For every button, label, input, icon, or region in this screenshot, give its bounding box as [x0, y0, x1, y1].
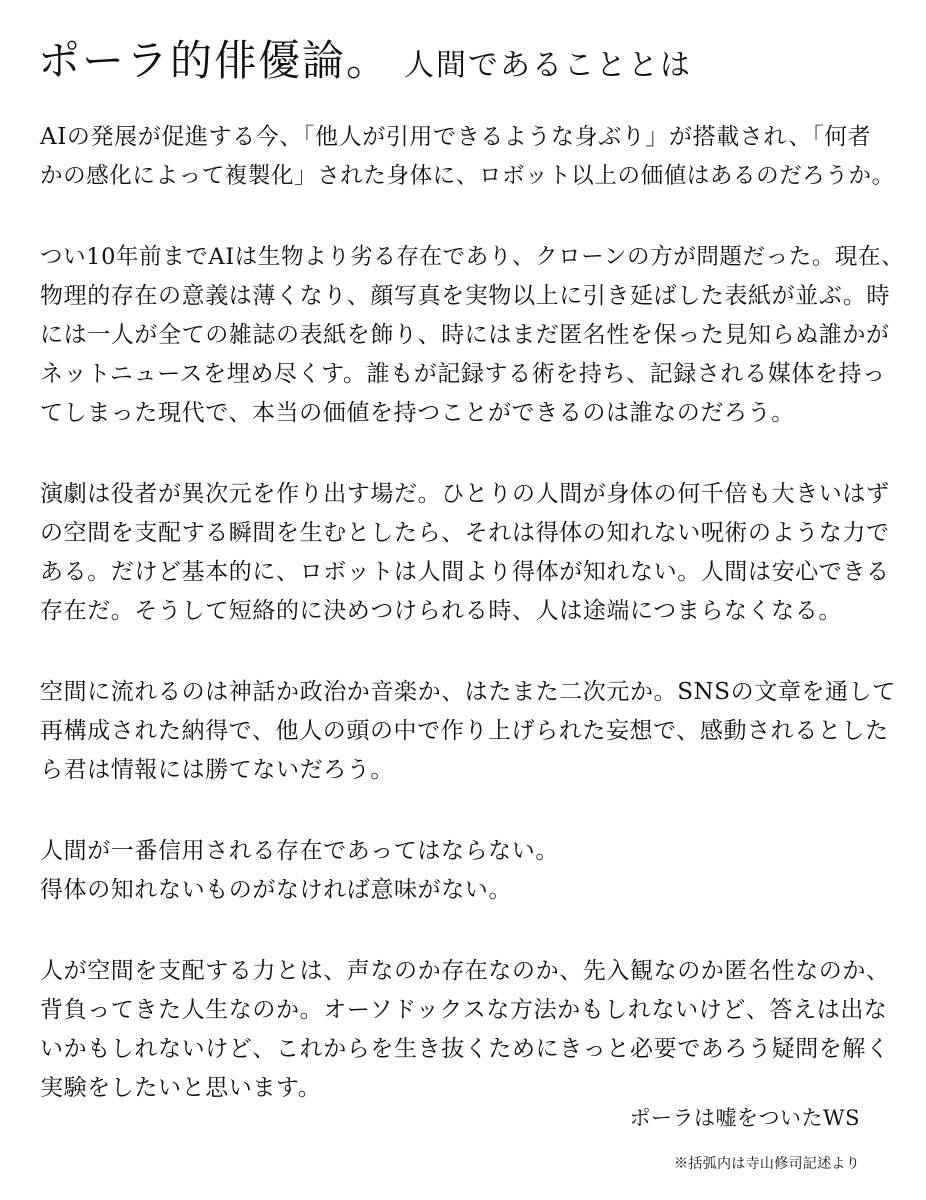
paragraph-line: ある。だけど基本的に、ロボットは人間より得体が知れない。人間は安心できる	[40, 559, 890, 585]
paragraph-line: 再構成された納得で、他人の頭の中で作り上げられた妄想で、感動されるとした	[40, 718, 889, 744]
paragraph	[40, 673, 910, 790]
paragraph-line: 背負ってきた人生なのか。オーソドックスな方法かもしれないけど、答えは出な	[40, 997, 888, 1023]
paragraph-line: てしまった現代で、本当の価値を持つことができるのは誰なのだろう。	[40, 400, 795, 426]
paragraph-line: 人間が一番信用される存在であってはならない。	[40, 838, 559, 864]
signature: ポーラは嘘をついたWS	[629, 1106, 860, 1130]
paragraph-line: 存在だ。そうして短絡的に決めつけられる時、人は途端につまらなくなる。	[40, 598, 842, 624]
paragraph-line: 人が空間を支配する力とは、声なのか存在なのか、先入観なのか匿名性なのか、	[40, 958, 890, 984]
paragraph-line: の空間を支配する瞬間を生むとしたら、それは得体の知れない呪術のような力で	[40, 520, 890, 546]
paragraph-line: 実験をしたいと思います。	[40, 1075, 322, 1101]
paragraph-line: 演劇は役者が異次元を作り出す場だ。ひとりの人間が身体の何千倍も大きいはず	[40, 481, 890, 507]
paragraph	[40, 118, 910, 196]
paragraph-line: には一人が全ての雑誌の表紙を飾り、時にはまだ匿名性を保った見知らぬ誰かが	[40, 322, 890, 348]
paragraph-line: ら君は情報には勝てないだろう。	[40, 757, 394, 783]
paragraph-line: AIの発展が促進する今、「他人が引用できるような身ぶり」が搭載され、「何者	[40, 124, 872, 150]
paragraph-line: つい10年前までAIは生物より劣る存在であり、クローンの方が問題だった。現在、	[40, 244, 905, 270]
paragraph-line: ネットニュースを埋め尽くす。誰もが記録する術を持ち、記録される媒体を持っ	[40, 361, 886, 387]
page-title	[38, 36, 693, 85]
essay-body	[40, 118, 910, 1150]
paragraph	[40, 238, 910, 433]
footnote: ※括弧内は寺山修司記述より	[674, 1156, 860, 1172]
paragraph	[40, 952, 910, 1108]
paragraph-line: 得体の知れないものがなければ意味がない。	[40, 877, 512, 903]
title-subtitle: 人間であることとは	[404, 48, 693, 83]
paragraph-line: 物理的存在の意義は薄くなり、顔写真を実物以上に引き延ばした表紙が並ぶ。時	[40, 283, 891, 309]
title-main: ポーラ的俳優論。	[38, 36, 391, 85]
paragraph-line: かの感化によって複製化」された身体に、ロボット以上の価値はあるのだろうか。	[40, 163, 895, 189]
paragraph	[40, 475, 910, 631]
paragraph-line: 空間に流れるのは神話か政治か音楽か、はたまた二次元か。SNSの文章を通して	[40, 679, 896, 705]
paragraph	[40, 832, 910, 910]
paragraph-line: いかもしれないけど、これからを生き抜くためにきっと必要であろう疑問を解く	[40, 1036, 890, 1062]
